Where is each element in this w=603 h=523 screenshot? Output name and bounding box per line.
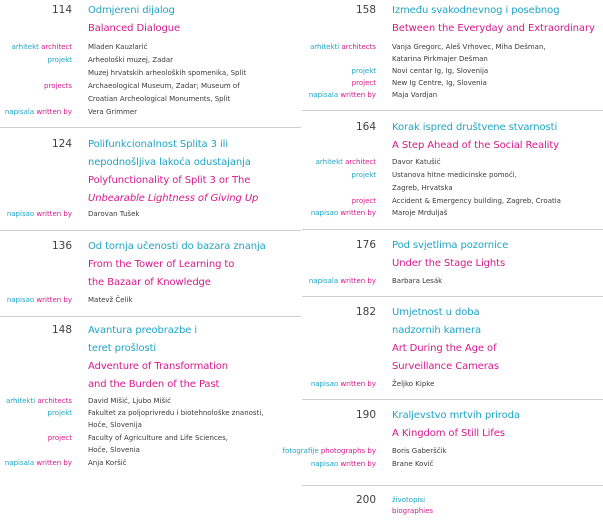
title-english[interactable]: Under the Stage Lights bbox=[392, 258, 506, 269]
writer-label: napisala written by bbox=[4, 108, 72, 116]
page-number: 148 bbox=[51, 324, 72, 336]
divider bbox=[302, 485, 603, 486]
title-croatian[interactable]: Avantura preobrazbe i bbox=[88, 325, 198, 336]
writer-name: Vera Grimmer bbox=[88, 108, 138, 116]
writer-name: Maja Vardjan bbox=[392, 91, 438, 99]
divider bbox=[302, 229, 603, 230]
title-english[interactable]: Art During the Age of bbox=[392, 343, 497, 354]
divider bbox=[302, 296, 603, 297]
architect-label: arhitekt architect bbox=[315, 158, 376, 166]
project-hr: Hoče, Slovenija bbox=[88, 421, 142, 429]
divider bbox=[0, 127, 301, 128]
writer-label: napisala written by bbox=[308, 91, 376, 99]
title-croatian[interactable]: Između svakodnevnog i posebnog bbox=[392, 5, 560, 16]
page-number: 158 bbox=[355, 4, 376, 16]
project-hr: Muzej hrvatskih arheoloških spomenika, Split bbox=[88, 69, 247, 77]
architect-name: Vanja Gregorc, Aleš Vrhovec, Miha Dešman, bbox=[392, 43, 546, 51]
divider bbox=[302, 110, 603, 111]
writer-label: napisao written by bbox=[310, 380, 376, 388]
project-en: Hoče, Slovenia bbox=[88, 446, 140, 454]
project-label-hr: projekt bbox=[351, 67, 376, 75]
page-number: 164 bbox=[355, 121, 376, 133]
title-english[interactable]: From the Tower of Learning to bbox=[88, 259, 235, 270]
title-english-italic[interactable]: Unbearable Lightness of Giving Up bbox=[88, 193, 259, 204]
writer-label: napisao written by bbox=[310, 460, 376, 468]
biographies-croatian[interactable]: životopisi bbox=[392, 496, 426, 504]
writer-label: napisala written by bbox=[308, 277, 376, 285]
project-hr: Ustanova hitne medicinske pomoći, bbox=[392, 171, 517, 179]
writer-name: Darovan Tušek bbox=[88, 210, 140, 218]
project-hr: Fakultet za poljoprivredu i biotehnološke znanosti, bbox=[88, 409, 264, 417]
project-label-en: project bbox=[47, 434, 72, 442]
writer-name: Matevž Čelik bbox=[88, 296, 133, 304]
title-english[interactable]: Between the Everyday and Extraordinary bbox=[392, 23, 595, 34]
writer-name: Željko Kipke bbox=[392, 380, 435, 388]
photographer-label: fotografije photographs by bbox=[282, 447, 376, 455]
writer-label: napisala written by bbox=[4, 459, 72, 467]
project-hr: Zagreb, Hrvatska bbox=[392, 184, 453, 192]
page-number: 190 bbox=[355, 409, 376, 421]
title-croatian[interactable]: Odmjereni dijalog bbox=[88, 5, 175, 16]
project-en: Accident & Emergency building, Zagreb, Croatia bbox=[392, 197, 561, 205]
architect-name: Katarina Pirkmajer Dešman bbox=[392, 55, 488, 63]
project-label-hr: projekt bbox=[351, 171, 376, 179]
title-english[interactable]: Balanced Dialogue bbox=[88, 23, 181, 34]
title-croatian[interactable]: Korak ispred društvene stvarnosti bbox=[392, 122, 558, 133]
title-croatian[interactable]: nadzornih kamera bbox=[392, 325, 482, 336]
page-number: 182 bbox=[355, 306, 376, 318]
writer-name: Maroje Mrduljaš bbox=[392, 209, 448, 217]
architect-name: Davor Katušić bbox=[392, 158, 441, 166]
writer-name: Barbara Lesák bbox=[392, 277, 443, 285]
project-en: Croatian Archeological Monuments, Split bbox=[88, 95, 231, 103]
architect-name: Mladen Kauzlarić bbox=[88, 43, 148, 51]
title-croatian[interactable]: Umjetnost u doba bbox=[392, 307, 480, 318]
project-en: Faculty of Agriculture and Life Sciences, bbox=[88, 434, 228, 442]
architect-label: arhitekti architects bbox=[5, 397, 72, 405]
title-english[interactable]: and the Burden of the Past bbox=[88, 379, 220, 390]
project-en: New Ig Centre, Ig, Slovenia bbox=[392, 79, 487, 87]
page-number: 124 bbox=[51, 138, 72, 150]
divider bbox=[0, 230, 301, 231]
divider bbox=[0, 316, 301, 317]
page-number: 176 bbox=[355, 239, 376, 251]
project-hr: Novi centar Ig, Ig, Slovenija bbox=[392, 67, 489, 75]
project-label-en: projects bbox=[44, 82, 72, 90]
project-label-hr: projekt bbox=[47, 409, 72, 417]
project-label-hr: projekt bbox=[47, 56, 72, 64]
photographer-name: Boris Gaberščik bbox=[392, 447, 447, 455]
architect-name: David Mišić, Ljubo Mišić bbox=[88, 397, 171, 405]
biographies-english[interactable]: biographies bbox=[392, 507, 434, 515]
title-croatian[interactable]: Od tornja učenosti do bazara znanja bbox=[88, 241, 266, 252]
title-english[interactable]: Adventure of Transformation bbox=[88, 361, 229, 372]
title-croatian[interactable]: teret prošlosti bbox=[88, 343, 157, 354]
project-label-en: project bbox=[351, 79, 376, 87]
divider bbox=[302, 399, 603, 400]
title-english[interactable]: Polyfunctionality of Split 3 or The bbox=[88, 175, 251, 186]
project-label-en: project bbox=[351, 197, 376, 205]
writer-name: Anja Koršič bbox=[88, 459, 127, 467]
title-croatian[interactable]: Polifunkcionalnost Splita 3 ili bbox=[88, 139, 228, 150]
title-english[interactable]: A Step Ahead of the Social Reality bbox=[392, 140, 559, 151]
title-english[interactable]: the Bazaar of Knowledge bbox=[88, 277, 211, 288]
writer-label: napisao written by bbox=[6, 296, 72, 304]
title-english[interactable]: Surveillance Cameras bbox=[392, 361, 499, 372]
toc-column-left bbox=[0, 0, 301, 523]
toc-column-right bbox=[282, 0, 603, 523]
title-croatian[interactable]: Pod svjetlima pozornice bbox=[392, 240, 509, 251]
architect-label: arhitekti architects bbox=[309, 43, 376, 51]
project-en: Archaeological Museum, Zadar; Museum of bbox=[88, 82, 240, 90]
architect-label: arhitekt architect bbox=[11, 43, 72, 51]
page-number: 136 bbox=[51, 240, 72, 252]
writer-name: Brane Kovič bbox=[392, 460, 434, 468]
title-english[interactable]: A Kingdom of Still Lifes bbox=[392, 428, 505, 439]
page-number: 114 bbox=[51, 4, 72, 16]
writer-label: napisao written by bbox=[310, 209, 376, 217]
title-croatian[interactable]: Kraljevstvo mrtvih priroda bbox=[392, 410, 520, 421]
writer-label: napisao written by bbox=[6, 210, 72, 218]
page-number: 200 bbox=[355, 494, 376, 506]
title-croatian[interactable]: nepodnošljiva lakoća odustajanja bbox=[88, 157, 251, 168]
project-hr: Arheološki muzej, Zadar bbox=[88, 56, 173, 64]
